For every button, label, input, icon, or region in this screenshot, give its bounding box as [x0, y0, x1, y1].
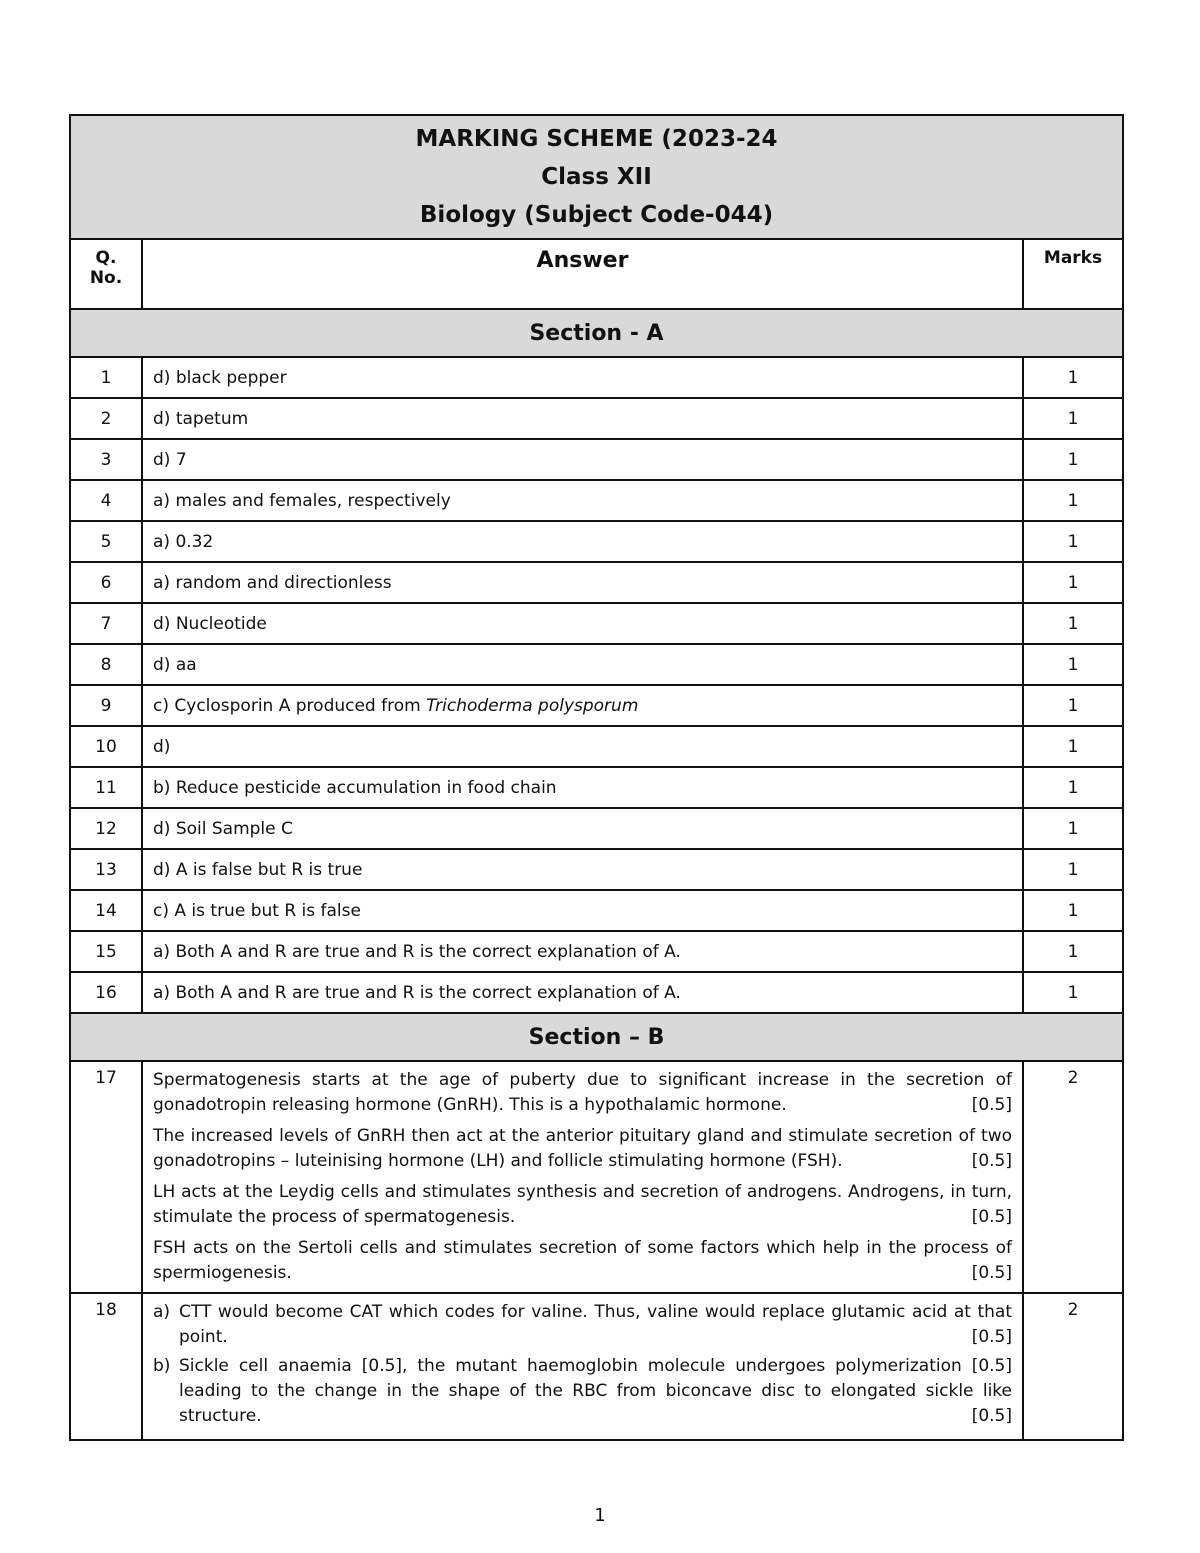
answer-text: d) A is false but R is true — [142, 849, 1023, 890]
marks-value: 1 — [1023, 726, 1123, 767]
header-class: Class XII — [541, 164, 652, 190]
table-row — [70, 357, 1123, 398]
answer-text: d) — [142, 726, 1023, 767]
answer-paragraph: The increased levels of GnRH then act at the anterior pituitary gland and stimulate secretion of two gonadotropins – luteinising hormone (LH) and follicle stimulating hormone (FSH). [0.5] — [153, 1124, 1012, 1174]
table-row — [70, 562, 1123, 603]
table-row — [70, 849, 1123, 890]
mark-allocation: [0.5] — [971, 1327, 1012, 1347]
question-number: 3 — [70, 439, 142, 480]
question-17-row — [70, 1061, 1123, 1293]
table-row — [70, 726, 1123, 767]
question-number: 17 — [70, 1061, 142, 1293]
answer-column-header: Answer — [142, 239, 1023, 309]
marks-value: 1 — [1023, 890, 1123, 931]
mark-allocation: [0.5] — [971, 1207, 1012, 1227]
marks-value: 2 — [1023, 1293, 1123, 1440]
table-row — [70, 439, 1123, 480]
page-number: 1 — [594, 1505, 606, 1526]
question-number: 7 — [70, 603, 142, 644]
question-number: 12 — [70, 808, 142, 849]
question-number: 15 — [70, 931, 142, 972]
column-header-row — [70, 239, 1123, 309]
answer-paragraph: Spermatogenesis starts at the age of puberty due to significant increase in the secretion of gonadotropin releasing hormone (GnRH). This is a hypothalamic hormone. [0.5] — [153, 1068, 1012, 1118]
table-row — [70, 521, 1123, 562]
answer-text: a) 0.32 — [142, 521, 1023, 562]
section-b-title: Section – B — [70, 1013, 1123, 1061]
species-name: Trichoderma polysporum — [426, 695, 639, 716]
marks-value: 1 — [1023, 972, 1123, 1013]
answer-paragraph: LH acts at the Leydig cells and stimulates synthesis and secretion of androgens. Androgens, in turn, stimulate the process of spermatogenesis. [0.5] — [153, 1180, 1012, 1230]
table-row — [70, 890, 1123, 931]
question-number: 9 — [70, 685, 142, 726]
marks-value: 1 — [1023, 357, 1123, 398]
marks-column-header: Marks — [1023, 239, 1123, 309]
marks-value: 1 — [1023, 849, 1123, 890]
question-number: 5 — [70, 521, 142, 562]
answer-text: c) A is true but R is false — [142, 890, 1023, 931]
qno-column-header: Q. No. — [70, 239, 142, 309]
header-subject: Biology (Subject Code-044) — [419, 202, 774, 228]
answer-text: a) Both A and R are true and R is the correct explanation of A. — [142, 931, 1023, 972]
question-number: 1 — [70, 357, 142, 398]
marks-value: 1 — [1023, 767, 1123, 808]
marks-value: 1 — [1023, 521, 1123, 562]
table-row — [70, 644, 1123, 685]
marking-scheme-table — [69, 114, 1124, 1441]
answer-17 — [142, 1061, 1023, 1293]
marks-value: 1 — [1023, 808, 1123, 849]
answer-text: d) Nucleotide — [142, 603, 1023, 644]
table-row — [70, 808, 1123, 849]
answer-text: c) Cyclosporin A produced from Trichoderma polysporum — [142, 685, 1023, 726]
answer-text: d) 7 — [142, 439, 1023, 480]
answer-paragraph: FSH acts on the Sertoli cells and stimulates secretion of some factors which help in the process of spermiogenesis. [0.5] — [153, 1236, 1012, 1286]
question-number: 18 — [70, 1293, 142, 1440]
mark-allocation: [0.5] — [971, 1406, 1012, 1426]
answer-text: a) Both A and R are true and R is the correct explanation of A. — [142, 972, 1023, 1013]
answer-text: a) random and directionless — [142, 562, 1023, 603]
mark-allocation: [0.5] — [971, 1151, 1012, 1171]
table-row — [70, 931, 1123, 972]
answer-text: d) tapetum — [142, 398, 1023, 439]
mark-allocation: [0.5] — [971, 1263, 1012, 1283]
marks-value: 1 — [1023, 439, 1123, 480]
question-number: 14 — [70, 890, 142, 931]
marks-value: 1 — [1023, 480, 1123, 521]
header-title: MARKING SCHEME (2023-24 — [415, 126, 778, 152]
table-row — [70, 972, 1123, 1013]
document-header — [70, 115, 1123, 239]
marks-value: 1 — [1023, 603, 1123, 644]
question-18-row — [70, 1293, 1123, 1440]
question-number: 2 — [70, 398, 142, 439]
table-row — [70, 685, 1123, 726]
mark-allocation: [0.5] — [971, 1095, 1012, 1115]
question-number: 6 — [70, 562, 142, 603]
table-row — [70, 767, 1123, 808]
marks-value: 1 — [1023, 931, 1123, 972]
answer-text: d) Soil Sample C — [142, 808, 1023, 849]
answer-part-b: b) Sickle cell anaemia [0.5], the mutant haemoglobin molecule undergoes polymerization [0.5] leading to the change in the shape of the RBC from biconcave disc to elongated sickle like structure. [0.5] — [153, 1354, 1012, 1429]
answer-text: d) black pepper — [142, 357, 1023, 398]
question-number: 4 — [70, 480, 142, 521]
section-a-rows — [70, 357, 1123, 1013]
answer-text: b) Reduce pesticide accumulation in food chain — [142, 767, 1023, 808]
table-row — [70, 603, 1123, 644]
table-row — [70, 398, 1123, 439]
answer-part-a: a) CTT would become CAT which codes for valine. Thus, valine would replace glutamic acid at that point. [0.5] — [153, 1300, 1012, 1350]
answer-18 — [142, 1293, 1023, 1440]
marks-value: 1 — [1023, 685, 1123, 726]
section-a-title: Section - A — [70, 309, 1123, 357]
marks-value: 1 — [1023, 398, 1123, 439]
table-row — [70, 480, 1123, 521]
question-number: 11 — [70, 767, 142, 808]
marks-value: 2 — [1023, 1061, 1123, 1293]
answer-text: a) males and females, respectively — [142, 480, 1023, 521]
question-number: 13 — [70, 849, 142, 890]
marks-value: 1 — [1023, 644, 1123, 685]
answer-text: d) aa — [142, 644, 1023, 685]
marks-value: 1 — [1023, 562, 1123, 603]
question-number: 16 — [70, 972, 142, 1013]
question-number: 10 — [70, 726, 142, 767]
question-number: 8 — [70, 644, 142, 685]
